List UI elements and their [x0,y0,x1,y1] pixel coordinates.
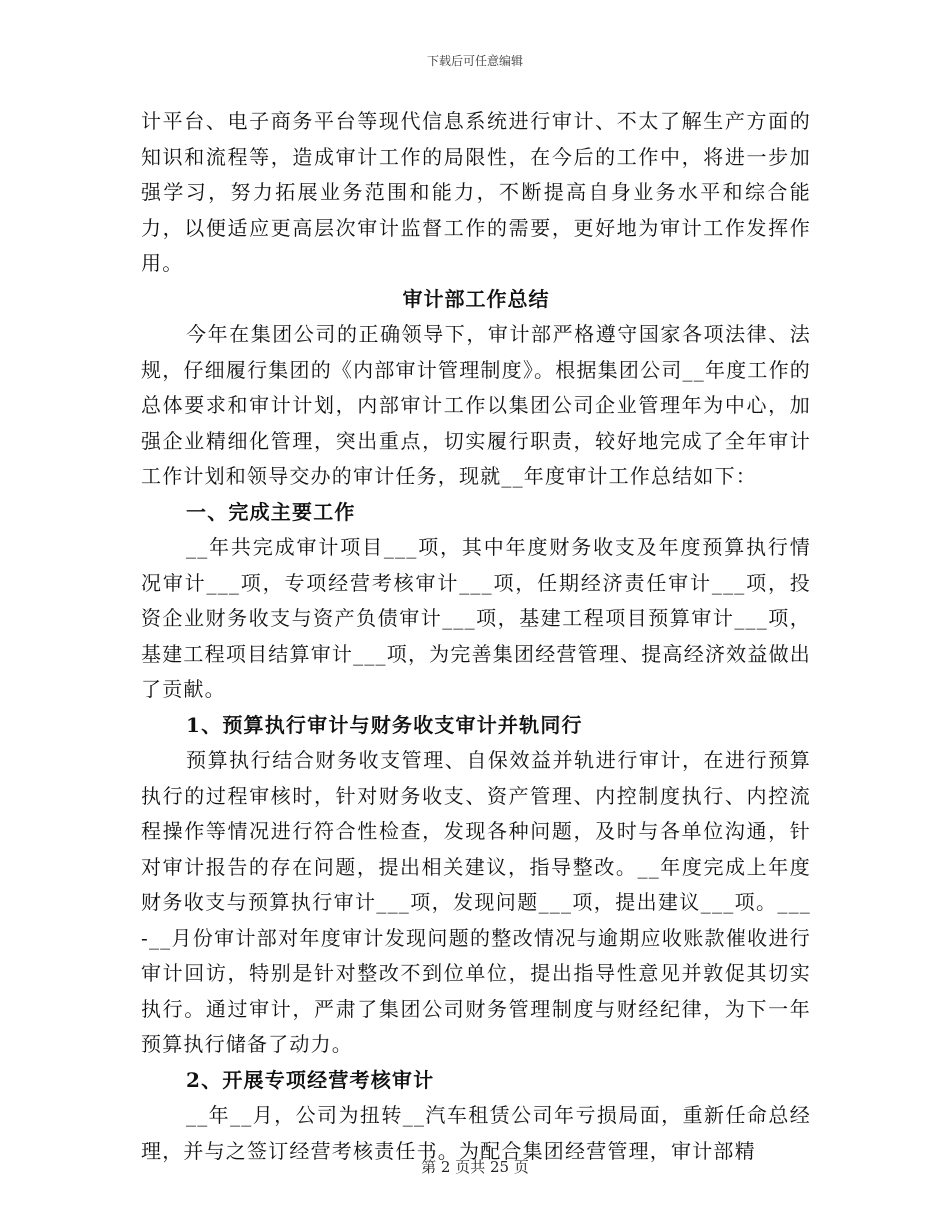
paragraph-4: __年__月，公司为扭转__汽车租赁公司年亏损局面，重新任命总经理，并与之签订经营考核责任书。为配合集团经营管理，审计部精 [141,1103,811,1163]
heading-special-audit: 2、开展专项经营考核审计 [186,1067,435,1092]
paragraph-intro: 计平台、电子商务平台等现代信息系统进行审计、不太了解生产方面的知识和流程等，造成审计工作的局限性，在今后的工作中，将进一步加强学习，努力拓展业务范围和能力，不断提高自身业务水平和综合能力，以便适应更高层次审计监督工作的需要，更好地为审计工作发挥作用。 [141,109,811,275]
page-footer: 第 2 页共 25 页 [421,1158,529,1176]
paragraph-2: __年共完成审计项目___项，其中年度财务收支及年度预算执行情况审计___项，专项经营考核审计___项，任期经济责任审计___项，投资企业财务收支与资产负债审计___项，基建工程项目预算审计___项，基建工程项目结算审计___项，为完善集团经营管理、提高经济效益做出了贡献。 [141,535,811,701]
paragraph-1: 今年在集团公司的正确领导下，审计部严格遵守国家各项法律、法规，仔细履行集团的《内部审计管理制度》。根据集团公司__年度工作的总体要求和审计计划，内部审计工作以集团公司企业管理年为中心，加强企业精细化管理，突出重点，切实履行职责，较好地完成了全年审计工作计划和领导交办的审计任务，现就__年度审计工作总结如下： [141,322,811,488]
section-title: 审计部工作总结 [402,286,550,311]
paragraph-3: 预算执行结合财务收支管理、自保效益并轨进行审计，在进行预算执行的过程审核时，针对财务收支、资产管理、内控制度执行、内控流程操作等情况进行符合性检查，发现各种问题，及时与各单位沟通，针对审计报告的存在问题，提出相关建议，指导整改。__年度完成上年度财务收支与预算执行审计___项，发现问题___项，提出建议___项。___-__月份审计部对年度审计发现问题的整改情况与逾期应收账款催收进行审计回访，特别是针对整改不到位单位，提出指导性意见并敦促其切实执行。通过审计，严肃了集团公司财务管理制度与财经纪律，为下一年预算执行储备了动力。 [141,748,811,1056]
document-body [141,104,811,1169]
page-header: 下载后可任意编辑 [426,54,523,68]
heading-budget-audit: 1、预算执行审计与财务收支审计并轨同行 [186,712,583,737]
heading-main-work: 一、完成主要工作 [186,499,356,524]
